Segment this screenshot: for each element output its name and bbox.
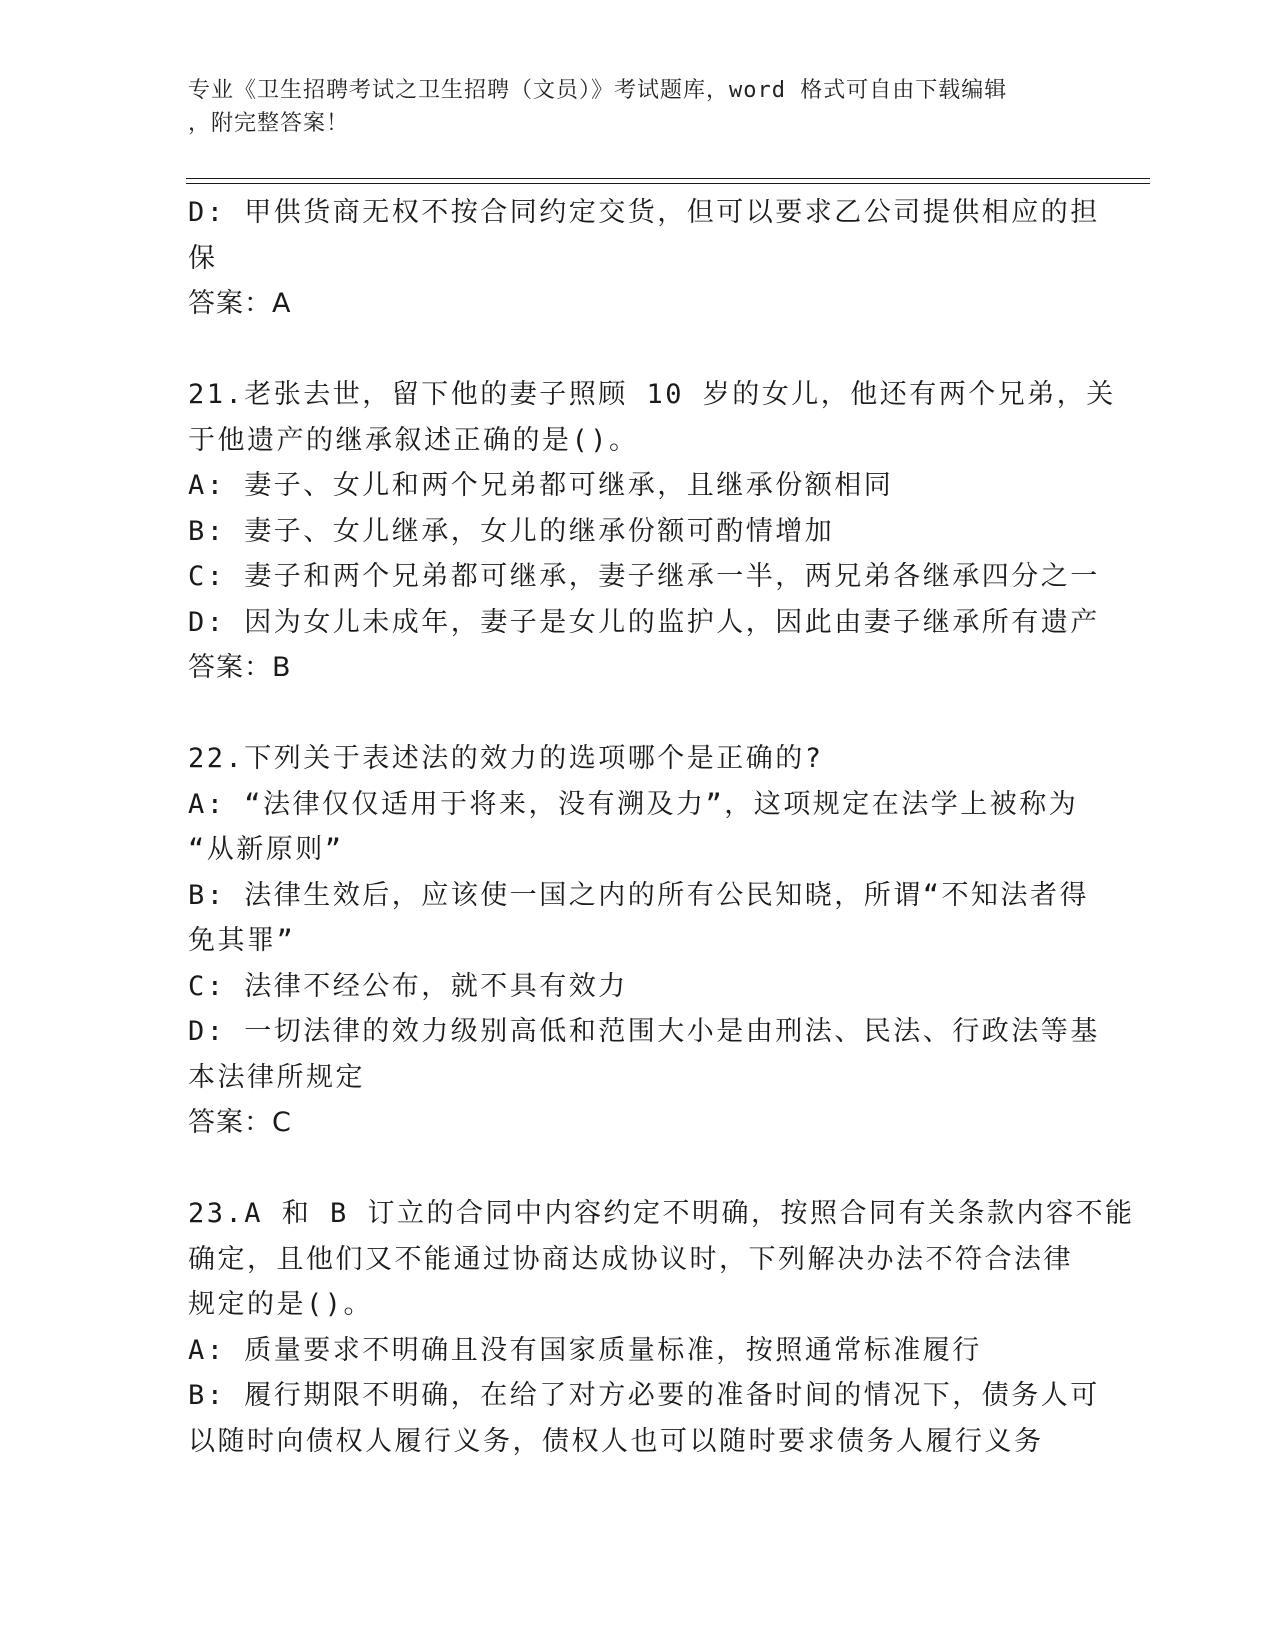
document-header	[188, 74, 1088, 140]
q20-option-d-line-1: D: 甲供货商无权不按合同约定交货，但可以要求乙公司提供相应的担	[188, 197, 1100, 228]
q21-option-c: C: 妻子和两个兄弟都可继承，妻子继承一半，两兄弟各继承四分之一	[188, 561, 1100, 592]
q21-option-a: A: 妻子、女儿和两个兄弟都可继承，且继承份额相同	[188, 470, 894, 501]
q23-option-b-line-1: B: 履行期限不明确，在给了对方必要的准备时间的情况下，债务人可	[188, 1380, 1100, 1411]
q23-stem-line-1: 23.A 和 B 订立的合同中内容约定不明确，按照合同有关条款内容不能	[188, 1198, 1135, 1229]
q22-answer: 答案：C	[188, 1107, 292, 1138]
q22-option-d-line-2: 本法律所规定	[188, 1061, 365, 1093]
q22-option-a-line-2: “从新原则”	[188, 834, 344, 865]
q22-option-c: C: 法律不经公布，就不具有效力	[188, 970, 628, 1002]
header-line-2: ，附完整答案！	[188, 111, 350, 136]
q23-stem-line-3: 规定的是()。	[188, 1289, 374, 1320]
q21-option-d: D: 因为女儿未成年，妻子是女儿的监护人，因此由妻子继承所有遗产	[188, 606, 1100, 638]
spacer	[188, 691, 1088, 737]
q20-option-d-line-2: 保	[188, 242, 218, 274]
header-divider-top	[186, 178, 1150, 179]
q20-answer: 答案：A	[188, 288, 292, 319]
header-line-1: 专业《卫生招聘考试之卫生招聘（文员）》考试题库，word 格式可自由下载编辑	[188, 78, 1008, 103]
q23-stem-line-2: 确定，且他们又不能通过协商达成协议时，下列解决办法不符合法律	[188, 1243, 1073, 1275]
q22-option-a-line-1: A: “法律仅仅适用于将来，没有溯及力”，这项规定在法学上被称为	[188, 788, 1079, 820]
q22-option-d-line-1: D: 一切法律的效力级别高低和范围大小是由刑法、民法、行政法等基	[188, 1016, 1100, 1047]
question-content	[188, 190, 1135, 1464]
q22-stem: 22.下列关于表述法的效力的选项哪个是正确的?	[188, 743, 824, 774]
q22-option-b-line-1: B: 法律生效后，应该使一国之内的所有公民知晓，所谓“不知法者得	[188, 879, 1090, 911]
q21-stem-line-1: 21.老张去世，留下他的妻子照顾 10 岁的女儿，他还有两个兄弟，关	[188, 379, 1116, 410]
q22-option-b-line-2: 免其罪”	[188, 925, 296, 956]
q23-option-b-line-2: 以随时向债权人履行义务，债权人也可以随时要求债务人履行义务	[188, 1425, 1044, 1457]
q21-stem-line-2: 于他遗产的继承叙述正确的是()。	[188, 424, 639, 456]
header-divider-bottom	[186, 183, 1150, 184]
q21-answer: 答案：B	[188, 652, 292, 683]
spacer	[188, 327, 1088, 373]
q21-option-b: B: 妻子、女儿继承，女儿的继承份额可酌情增加	[188, 515, 835, 547]
spacer	[188, 1146, 1088, 1192]
q23-option-a: A: 质量要求不明确且没有国家质量标准，按照通常标准履行	[188, 1334, 982, 1366]
